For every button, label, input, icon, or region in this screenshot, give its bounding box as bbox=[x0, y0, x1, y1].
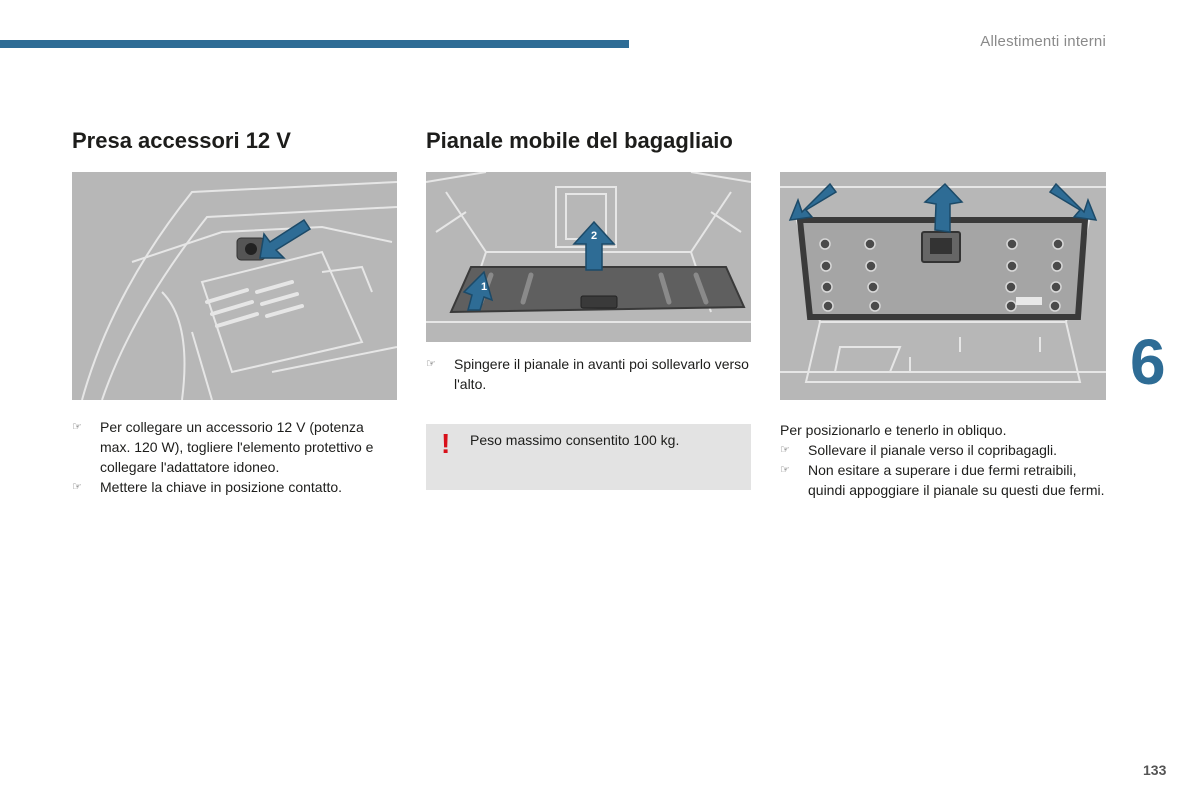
oblique-position-intro: Per posizionarlo e tenerlo in obliquo. bbox=[780, 422, 1007, 438]
socket-instructions bbox=[72, 417, 397, 497]
warning-text: Peso massimo consentito 100 kg. bbox=[470, 432, 680, 448]
pointing-hand-icon: ☞ bbox=[426, 358, 436, 370]
page-number: 133 bbox=[1143, 762, 1167, 778]
list-item: ☞ Non esitare a superare i due fermi retraibili, quindi appoggiare il pianale su questi due fermi. bbox=[780, 462, 1105, 498]
list-item: ☞ Spingere il pianale in avanti poi sollevarlo verso l'alto. bbox=[426, 356, 749, 392]
socket-illustration bbox=[72, 172, 397, 400]
pointing-hand-icon: ☞ bbox=[72, 421, 82, 433]
header-accent-bar bbox=[0, 40, 629, 48]
oblique-instructions bbox=[780, 440, 1110, 500]
list-item: ☞ Per collegare un accessorio 12 V (potenza max. 120 W), togliere l'elemento protettivo e collegare l'adattatore idoneo. bbox=[72, 419, 374, 475]
floor-instructions bbox=[426, 354, 751, 394]
floor-raised-illustration bbox=[780, 172, 1106, 400]
section-title: Allestimenti interni bbox=[980, 33, 1106, 50]
pointing-hand-icon: ☞ bbox=[72, 481, 82, 493]
warning-box bbox=[426, 424, 751, 490]
mobile-floor-heading: Pianale mobile del bagagliaio bbox=[426, 128, 733, 153]
callout-1: 1 bbox=[481, 281, 488, 293]
floor-push-illustration bbox=[426, 172, 751, 342]
callout-2: 2 bbox=[591, 230, 598, 242]
pointing-hand-icon: ☞ bbox=[780, 444, 790, 456]
pointing-hand-icon: ☞ bbox=[780, 464, 790, 476]
accessory-socket-heading: Presa accessori 12 V bbox=[72, 128, 291, 153]
list-item: ☞ Mettere la chiave in posizione contatto. bbox=[72, 479, 343, 495]
warning-icon: ! bbox=[441, 428, 451, 459]
chapter-number: 6 bbox=[1130, 326, 1166, 398]
list-item: ☞ Sollevare il pianale verso il copribagagli. bbox=[780, 442, 1058, 458]
